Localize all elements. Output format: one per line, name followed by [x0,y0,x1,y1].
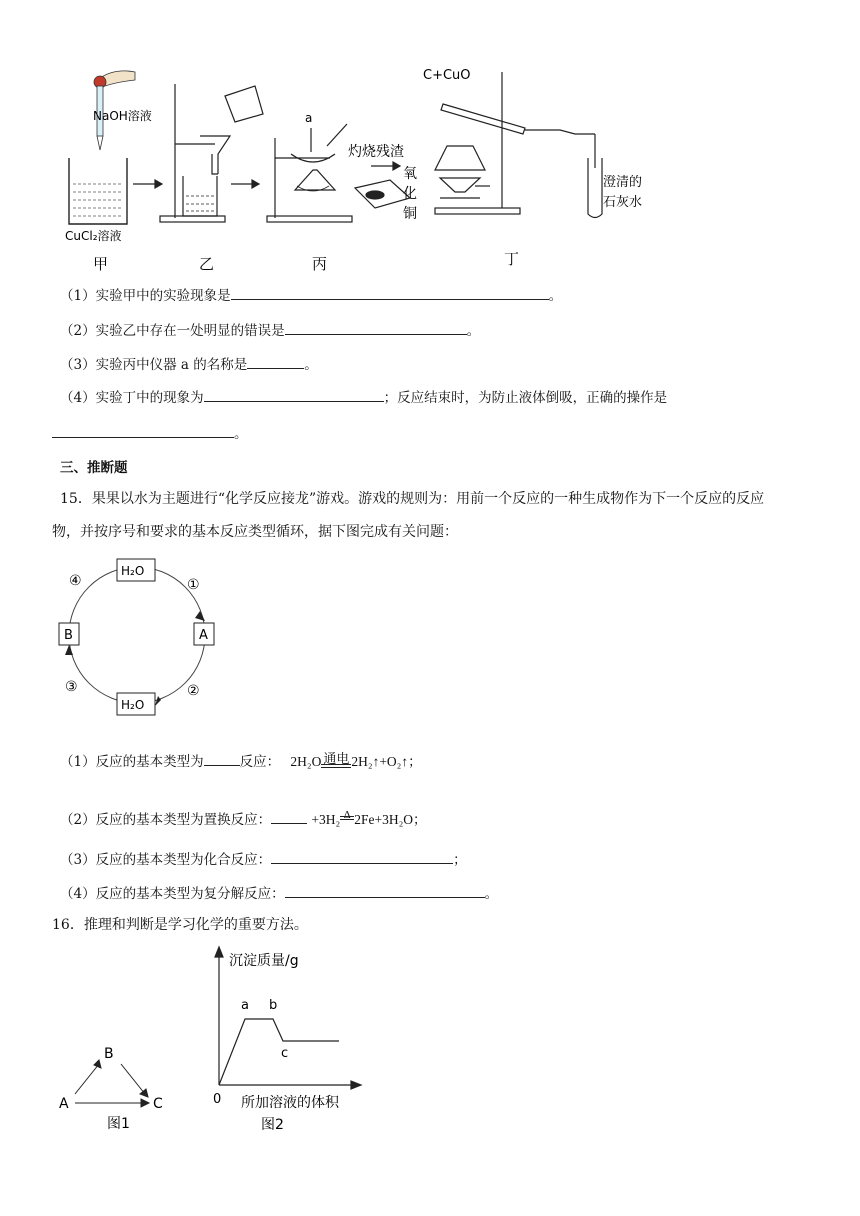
answer-blank[interactable] [271,810,307,824]
label-copper-oxide-1: 氧 [403,166,417,182]
svg-text:A: A [199,628,208,643]
y-axis-label: 沉淀质量/g [229,953,299,969]
q16-stem: 16．推理和判断是学习化学的重要方法。 [52,917,308,933]
reaction-cycle-diagram [55,555,235,725]
caption-ding: 丁 [504,250,520,268]
label-cucl2: CuCl₂溶液 [65,229,122,243]
flow-arrow [133,162,400,188]
label-limewater-1: 澄清的 [603,175,643,190]
answer-blank[interactable] [52,424,234,438]
caption-yi: 乙 [199,255,215,273]
label-c-cuo: C+CuO [423,68,471,83]
answer-blank[interactable] [204,388,384,402]
step-4: ④ [69,573,82,589]
figure-2-chart [205,945,375,1140]
point-c: c [281,1046,289,1061]
answer-blank[interactable] [204,752,240,766]
answer-blank[interactable] [247,355,304,369]
evaporation-setup [267,124,410,222]
arrow-head [195,611,205,621]
q14-part-4-cont: 。 [52,424,248,443]
step-2: ② [187,683,200,699]
q15-stem-2: 物，并按序号和要求的基本反应类型循环，据下图完成有关问题： [52,524,458,540]
step-1: ① [187,577,200,593]
label-a: a [305,111,313,125]
precipitate-curve [219,1019,339,1085]
x-axis-label: 所加溶液的体积 [241,1095,339,1111]
node-b: B [104,1046,114,1062]
q14-part-4: （4）实验丁中的现象为 ；反应结束时，为防止液体倒吸，正确的操作是 [60,390,668,406]
q14-part-3: （3）实验丙中仪器 a 的名称是 。 [60,357,318,373]
beaker-jia [69,158,127,224]
answer-blank[interactable] [285,884,485,898]
node-a: A [59,1096,69,1112]
equation-2: +3H₂ Δ 2Fe+3H₂O； [311,809,427,827]
q15-stem-1: 15．果果以水为主题进行“化学反应接龙”游戏。游戏的规则为：用前一个反应的一种生成物作为下一个反应的反应 [60,491,765,507]
figure-1 [55,1040,175,1132]
origin-label: 0 [213,1092,222,1107]
q15-part-4: （4）反应的基本类型为复分解反应： 。 [60,886,499,902]
answer-blank[interactable] [285,321,467,335]
q15-part-1: （1）反应的基本类型为 反应： 2H₂O 通电 2H₂↑+O₂↑； [60,751,422,770]
arrow-head [155,696,161,706]
apparatus-figure [55,58,695,276]
point-b: b [269,998,278,1013]
filtration-setup [160,84,263,222]
equation-1: 2H₂O 通电 2H₂↑+O₂↑； [290,751,422,769]
label-limewater-2: 石灰水 [603,195,643,210]
q15-part-3: （3）反应的基本类型为化合反应： ； [60,852,467,868]
q14-part-1: （1）实验甲中的实验现象是 。 [60,288,563,304]
answer-blank[interactable] [231,286,549,300]
reduction-setup [435,72,602,218]
caption-jia: 甲 [93,255,109,273]
label-residue: 灼烧残渣 [348,144,404,160]
svg-text:H₂O: H₂O [121,698,145,712]
label-copper-oxide-3: 铜 [403,206,417,222]
svg-text:B: B [64,628,73,643]
node-c: C [153,1096,163,1112]
q14-part-2: （2）实验乙中存在一处明显的错误是 。 [60,323,481,339]
fig2-caption: 图2 [261,1117,284,1133]
answer-blank[interactable] [271,850,453,864]
svg-text:H₂O: H₂O [121,564,145,578]
point-a: a [241,998,249,1013]
q15-part-2: （2）反应的基本类型为置换反应： +3H₂ Δ 2Fe+3H₂O； [60,809,427,828]
label-copper-oxide-2: 化 [403,186,417,202]
fig1-caption: 图1 [107,1116,130,1132]
arrow-head [65,645,73,655]
caption-bing: 丙 [312,255,328,273]
section-title: 三、推断题 [60,460,128,476]
label-naoh: NaOH溶液 [93,109,152,123]
step-3: ③ [65,679,78,695]
